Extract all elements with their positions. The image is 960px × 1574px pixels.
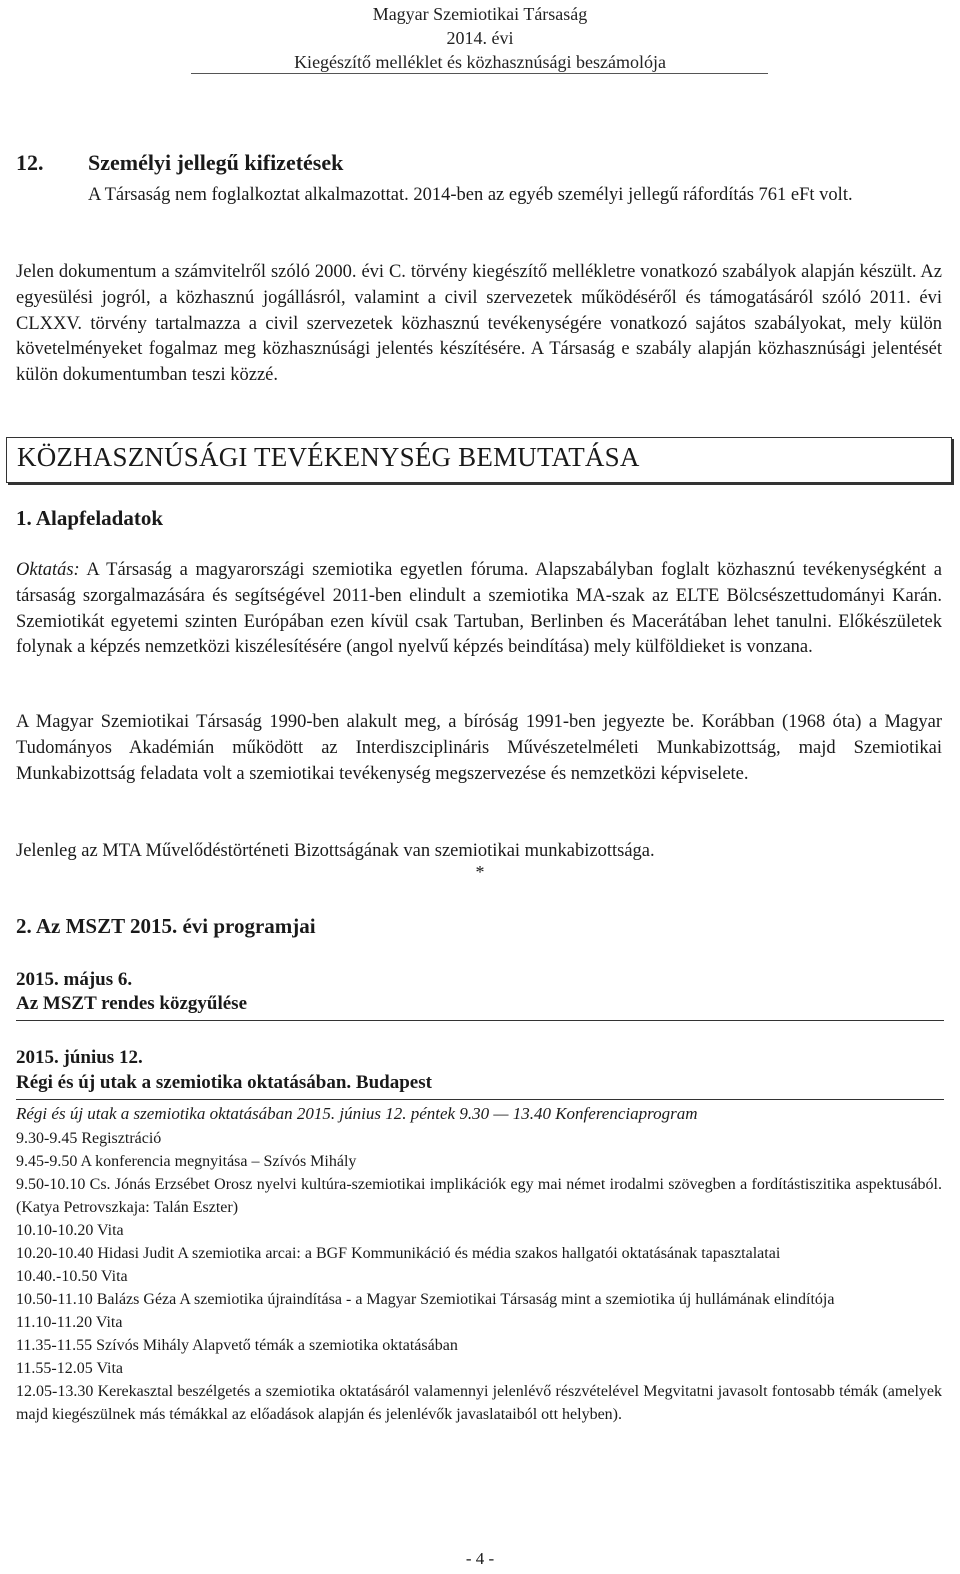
header-divider: [191, 73, 768, 74]
page-number: - 4 -: [465, 1549, 495, 1568]
header-doc-title: Kiegészítő melléklet és közhasznúsági beszámolója: [294, 52, 666, 72]
committee-text: Jelenleg az MTA Művelődéstörténeti Bizottságának van szemiotikai munkabizottsága.: [16, 841, 655, 861]
program-item: 9.50-10.10 Cs. Jónás Erzsébet Orosz nyelvi kultúra-szemiotikai implikációk egy mai német irodalmi szövegben a fordítástiszitika aspektusából. (Katya Petrovszkaja: Talán Eszter): [16, 1176, 942, 1216]
program-item: 11.10-11.20 Vita: [16, 1314, 123, 1331]
public-benefit-heading-box: [6, 437, 952, 483]
section-1-paragraph-2: [16, 710, 942, 787]
event-2-subtitle: Régi és új utak a szemiotika oktatásában 2015. június 12. péntek 9.30 — 13.40 Konferenciaprogram: [16, 1104, 698, 1123]
program-item: 10.20-10.40 Hidasi Judit A szemiotika arcai: a BGF Kommunikáció és média szakos hallgatói oktatásának tapasztalatai: [16, 1245, 781, 1262]
event-2-date: 2015. június 12.: [16, 1047, 143, 1068]
program-item: 9.45-9.50 A konferencia megnyitása – Szívós Mihály: [16, 1153, 357, 1170]
event-2-divider: [16, 1099, 944, 1100]
event-1-date: 2015. május 6.: [16, 969, 133, 990]
section-1-paragraph-3: [16, 839, 942, 865]
program-item: 10.10-10.20 Vita: [16, 1222, 124, 1239]
section-2-title: 2. Az MSZT 2015. évi programjai: [16, 914, 316, 938]
event-2-title: Régi és új utak a szemiotika oktatásában. Budapest: [16, 1072, 432, 1093]
program-item: 11.55-12.05 Vita: [16, 1360, 124, 1377]
event-1-divider: [16, 1020, 944, 1021]
legal-paragraph-text: Jelen dokumentum a számvitelről szóló 2000. évi C. törvény kiegészítő mellékletre vonatkozó szabályok alapján készült. Az egyesülési jogról, a közhasznú jogállásról, valamint a civil szervezetek működéséről és támogatásáról szóló 2011. évi CLXXV. törvény tartalmazza a civil szervezetek közhasznú tevékenységére vonatkozó sajátos szabályokat, mely külön követelményeket fogalmaz meg közhasznúsági jelentés készítésére. A Társaság e szabály alapján közhasznúsági jelentését külön dokumentumban teszi közzé.: [16, 262, 942, 386]
program-item: 9.30-9.45 Regisztráció: [16, 1130, 162, 1147]
section-12-body: A Társaság nem foglalkoztat alkalmazottat. 2014-ben az egyéb személyi jellegű ráfordítás 761 eFt volt.: [88, 185, 853, 205]
program-item: 12.05-13.30 Kerekasztal beszélgetés a szemiotika oktatásáról valamennyi jelenlévő részvételével Megvitatni javasolt fontosabb témák (amelyek majd kiegészülnek más témákkal az előadások alapján és jelenlévők javaslataiból ott helyben).: [16, 1383, 942, 1423]
header-org: Magyar Szemiotikai Társaság: [372, 4, 588, 24]
header-year: 2014. évi: [446, 28, 514, 48]
section-12-number: 12.: [16, 150, 44, 175]
conference-program: [16, 1127, 942, 1426]
separator-asterisk: *: [475, 862, 485, 882]
program-item: 10.40.-10.50 Vita: [16, 1268, 128, 1285]
education-label: Oktatás:: [16, 560, 80, 580]
education-text: A Társaság a magyarországi szemiotika egyetlen fóruma. Alapszabályban foglalt közhasznú tevékenységként a társaság szorgalmazására és segítségével 2011-ben elindult a szemiotika MA-szak az ELTE Bölcsészettudományi Karán. Szemiotikát egyetemi szinten Európában ezen kívül csak Tartuban, Berlinben és Macerátában lehet tanulni. Előkészületek folynak a képzés nemzetközi kiszélesítésére (angol nyelvű képzés beindítása) mely külföldieket is vonzana.: [16, 560, 942, 658]
public-benefit-heading: KÖZHASZNÚSÁGI TEVÉKENYSÉG BEMUTATÁSA: [17, 442, 640, 472]
section-1-title: 1. Alapfeladatok: [16, 506, 164, 530]
program-item: 11.35-11.55 Szívós Mihály Alapvető témák a szemiotika oktatásában: [16, 1337, 458, 1354]
section-12-title: Személyi jellegű kifizetések: [88, 150, 344, 175]
section-1-paragraph-1: [16, 558, 942, 661]
legal-paragraph: [16, 260, 942, 389]
history-text: A Magyar Szemiotikai Társaság 1990-ben alakult meg, a bíróság 1991-ben jegyezte be. Korábban (1968 óta) a Magyar Tudományos Akadémián működött az Interdiszciplináris Művészetelméleti Munkabizottság, majd Szemiotikai Munkabizottság feladata volt a szemiotikai tevékenység megszervezése és nemzetközi képviselete.: [16, 712, 942, 784]
program-item: 10.50-11.10 Balázs Géza A szemiotika újraindítása - a Magyar Szemiotikai Társaság mint a szemiotika új hullámának elindítója: [16, 1291, 835, 1308]
event-1-title: Az MSZT rendes közgyűlése: [16, 993, 247, 1014]
